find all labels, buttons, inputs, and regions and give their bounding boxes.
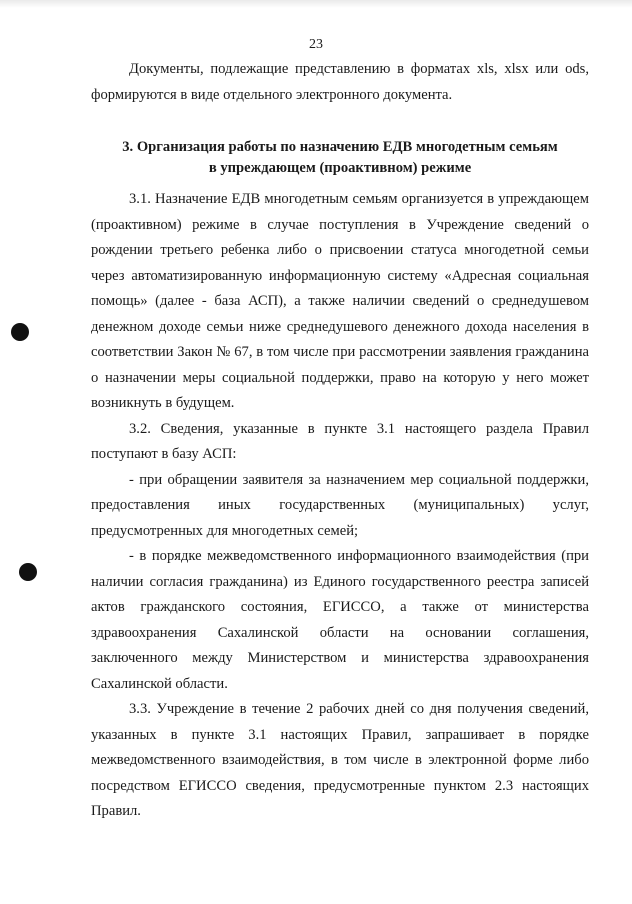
paragraph-3-2: 3.2. Сведения, указанные в пункте 3.1 настоящего раздела Правил поступают в базу АСП:	[91, 420, 589, 462]
page-number: 23	[309, 37, 323, 52]
punch-hole	[19, 563, 37, 581]
section-heading	[91, 137, 589, 179]
list-item: - при обращении заявителя за назначением мер социальной поддержки, предоставления иных государственных (муниципальных) услуг, предусмотренных для многодетных семей;	[91, 471, 589, 539]
paragraph-3-1: 3.1. Назначение ЕДВ многодетным семьям организуется в упреждающем (проактивном) режиме в случае поступления в Учреждение сведений о рождении третьего ребенка либо о присвоении статуса многодетной семьи через автоматизированную информационную систему «Адресная социальная помощь» (далее - база АСП), а также наличии сведений о среднедушевом денежном доходе семьи ниже среднедушевого денежного дохода населения в соответствии Закон № 67, в том числе при рассмотрении заявления гражданина о назначении меры социальной поддержки, право на которую у него может возникнуть в будущем.	[91, 191, 589, 411]
section-heading-line2: в упреждающем (проактивном) режиме	[208, 160, 472, 176]
paragraph-3-3: 3.3. Учреждение в течение 2 рабочих дней со дня получения сведений, указанных в пункте 3.1 настоящих Правил, запрашивает в порядке межведомственного взаимодействия, в том числе в электронной форме либо посредством ЕГИССО сведения, предусмотренные пунктом 2.3 настоящих Правил.	[91, 701, 589, 819]
list-item: - в порядке межведомственного информационного взаимодействия (при наличии согласия гражданина) из Единого государственного реестра записей актов гражданского состояния, ЕГИССО, а также от министерства здравоохранения Сахалинской области на основании соглашения, заключенного между Министерством и министерства здравоохранения Сахалинской области.	[91, 548, 589, 692]
intro-paragraph: Документы, подлежащие представлению в форматах xls, xlsx или ods, формируются в виде отдельного электронного документа.	[91, 61, 589, 103]
section-body	[91, 187, 589, 825]
intro-block	[91, 57, 589, 108]
section-heading-line1: 3. Организация работы по назначению ЕДВ многодетным семьям	[122, 139, 558, 155]
scan-edge	[0, 0, 632, 8]
punch-hole	[11, 323, 29, 341]
